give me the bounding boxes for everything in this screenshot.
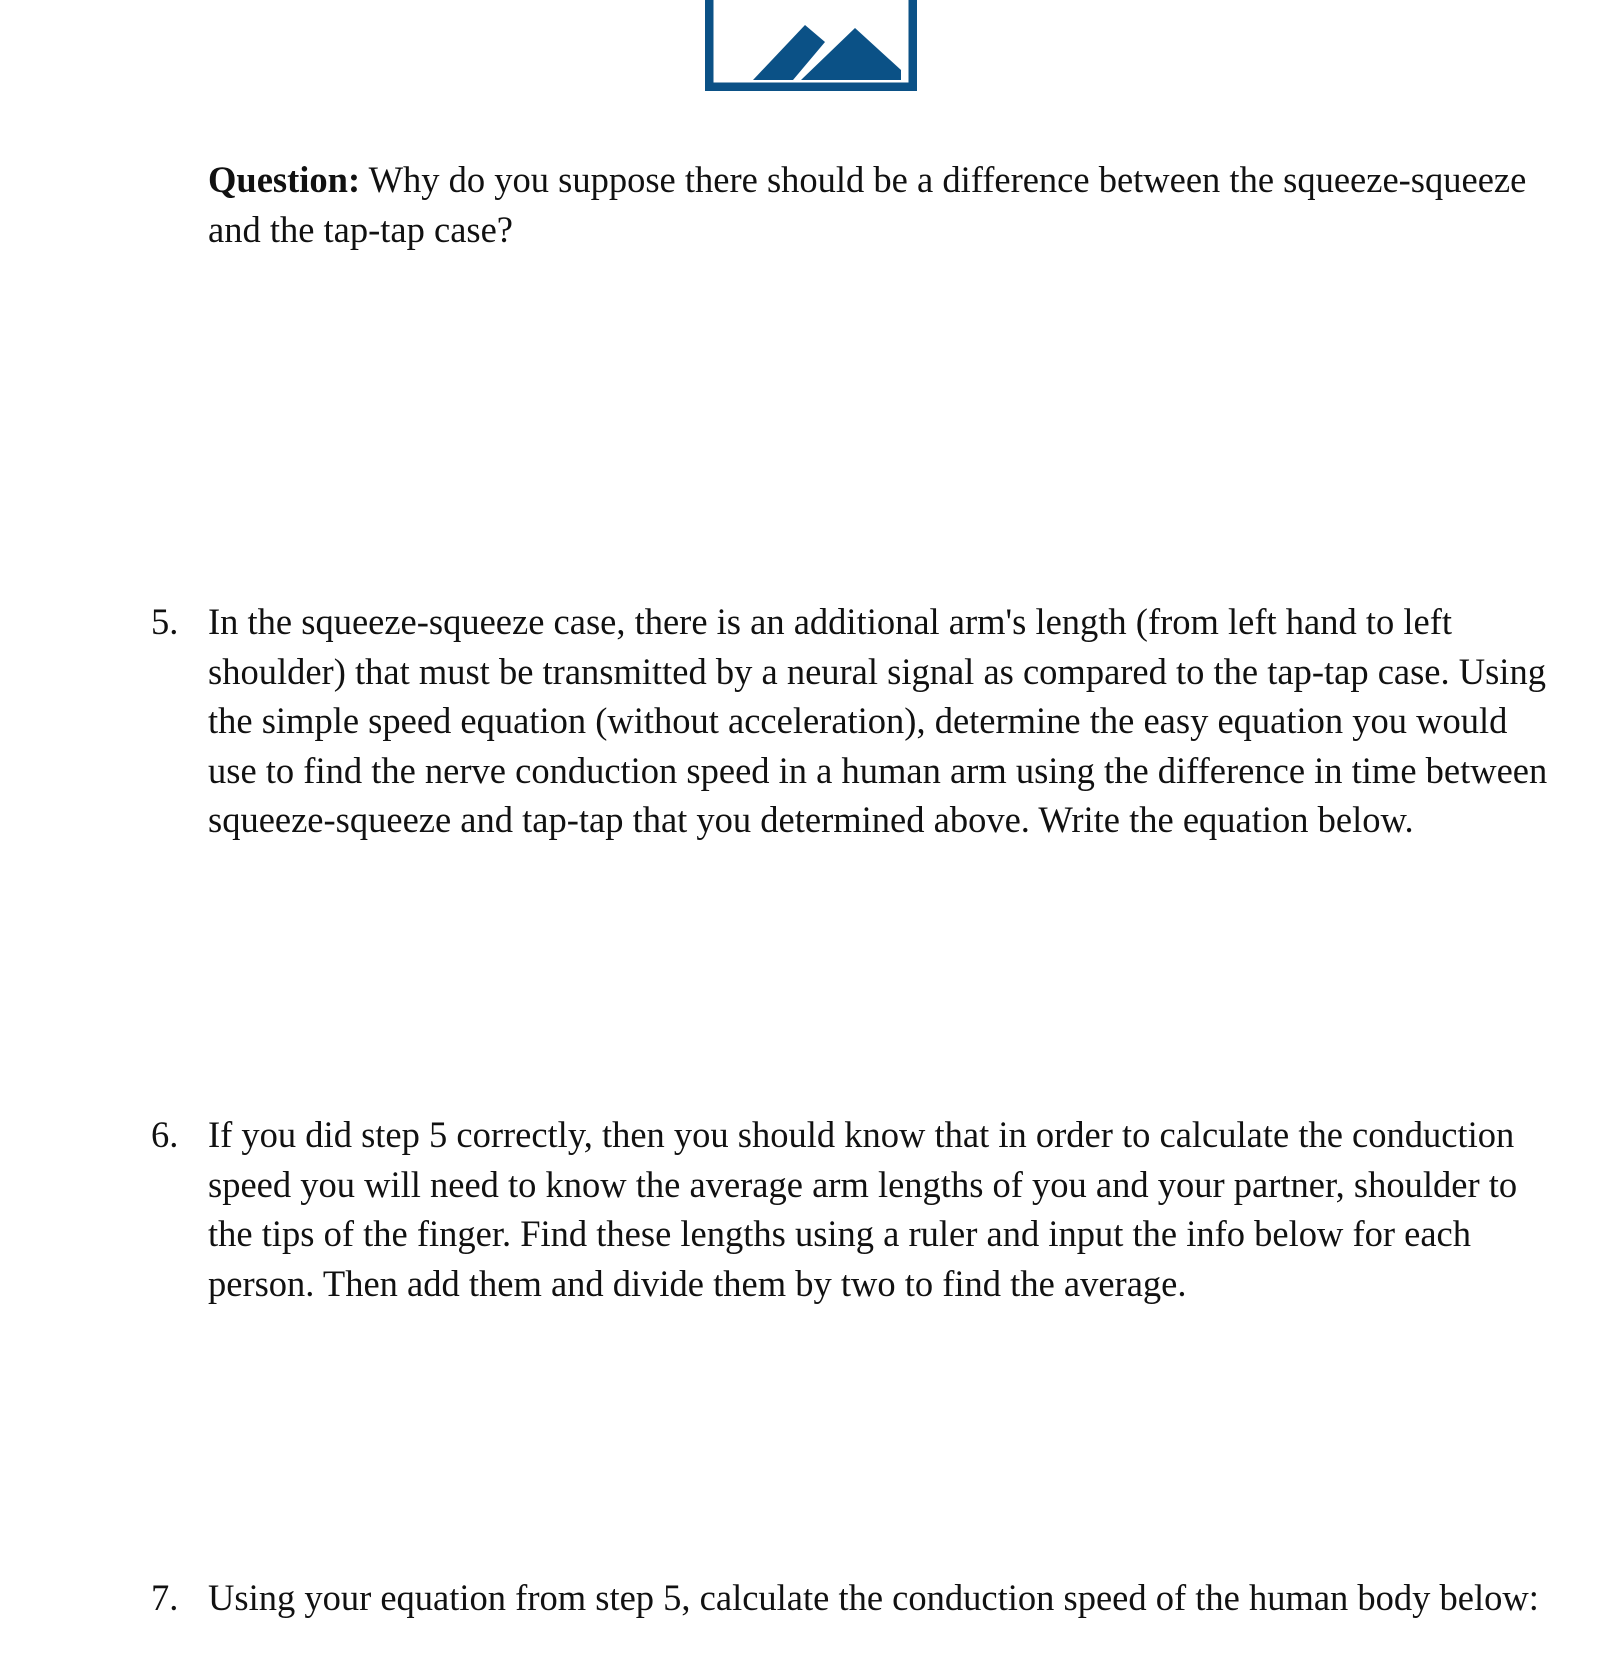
item-5-line-2: shoulder) that must be transmitted by a neural signal as compared to the tap-tap case. Using xyxy=(208,650,1546,692)
question-label: Question: xyxy=(208,159,361,200)
list-item-7 xyxy=(151,1573,1558,1623)
item-5-line-3: the simple speed equation (without acceleration), determine the easy equation you would xyxy=(208,700,1508,741)
item-7-line-1: Using your equation from step 5, calculate the conduction speed of the human body below: xyxy=(208,1577,1539,1618)
item-6-line-2: speed you will need to know the average arm lengths of you and your partner, shoulder to xyxy=(208,1163,1518,1205)
item-number: 7. xyxy=(151,1577,179,1618)
question-block xyxy=(208,155,1558,254)
item-6-line-3: the tips of the finger. Find these lengths using a ruler and input the info below for each xyxy=(208,1213,1472,1254)
item-5-line-5: squeeze-squeeze and tap-tap that you determined above. Write the equation below. xyxy=(208,799,1414,840)
list-item-6 xyxy=(151,1110,1558,1308)
image-placeholder-icon xyxy=(705,0,917,91)
item-5-line-1: In the squeeze-squeeze case, there is an additional arm's length (from left hand to left xyxy=(208,601,1453,642)
item-5-line-4: use to find the nerve conduction speed in a human arm using the difference in time between xyxy=(208,749,1548,791)
item-number: 5. xyxy=(151,601,179,642)
item-6-line-4: person. Then add them and divide them by two to find the average. xyxy=(208,1262,1187,1304)
item-number: 6. xyxy=(151,1114,179,1155)
question-text-2: and the tap-tap case? xyxy=(208,208,514,250)
question-text-1: Why do you suppose there should be a difference between the squeeze-squeeze xyxy=(368,159,1527,200)
item-6-line-1: If you did step 5 correctly, then you should know that in order to calculate the conduction xyxy=(208,1114,1515,1155)
question-line-1 xyxy=(208,155,1558,205)
list-item-5 xyxy=(151,597,1558,845)
